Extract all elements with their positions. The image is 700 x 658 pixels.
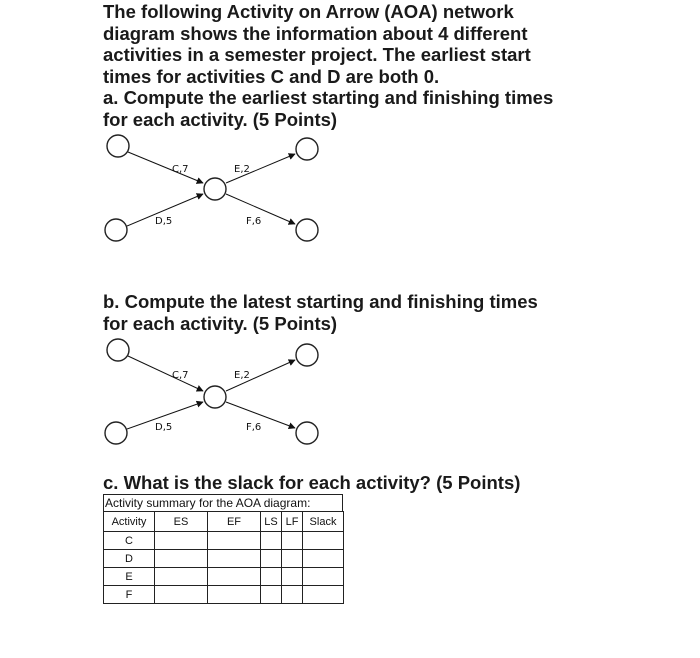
header-activity: Activity (104, 512, 155, 532)
question-a (103, 87, 623, 130)
node-start-c (107, 339, 129, 361)
es-cell[interactable] (155, 586, 208, 604)
ef-cell[interactable] (208, 550, 261, 568)
node-end-e (296, 138, 318, 160)
label-e: E,2 (234, 370, 250, 381)
question-b (103, 291, 623, 334)
activity-cell: D (104, 550, 155, 568)
slack-cell[interactable] (303, 532, 344, 550)
question-b-line: b. Compute the latest starting and finishing times (103, 291, 538, 312)
node-start-d (105, 422, 127, 444)
node-middle (204, 386, 226, 408)
ls-cell[interactable] (261, 586, 282, 604)
aoa-network-diagram-b (0, 333, 700, 453)
lf-cell[interactable] (282, 586, 303, 604)
ef-cell[interactable] (208, 532, 261, 550)
table-row (104, 532, 344, 550)
table-row (104, 586, 344, 604)
node-end-f (296, 219, 318, 241)
activity-cell: F (104, 586, 155, 604)
header-lf: LF (282, 512, 303, 532)
es-cell[interactable] (155, 532, 208, 550)
aoa-network-diagram-a (0, 128, 700, 248)
label-c: C,7 (172, 370, 189, 381)
header-es: ES (155, 512, 208, 532)
ef-cell[interactable] (208, 586, 261, 604)
activity-summary-table (103, 511, 344, 604)
slack-cell[interactable] (303, 568, 344, 586)
lf-cell[interactable] (282, 532, 303, 550)
intro-paragraph (103, 1, 623, 87)
question-a-line: a. Compute the earliest starting and finishing times (103, 87, 554, 108)
ef-cell[interactable] (208, 568, 261, 586)
intro-line: activities in a semester project. The earliest start (103, 44, 531, 65)
label-f: F,6 (246, 422, 262, 433)
header-ls: LS (261, 512, 282, 532)
question-b-line: for each activity. (5 Points) (103, 312, 338, 334)
intro-line: The following Activity on Arrow (AOA) network (103, 1, 514, 22)
label-d: D,5 (155, 216, 173, 227)
label-e: E,2 (234, 164, 250, 175)
arrow-c (128, 356, 203, 391)
slack-cell[interactable] (303, 550, 344, 568)
activity-summary-table-wrapper (103, 494, 344, 604)
table-row (104, 568, 344, 586)
intro-line: diagram shows the information about 4 different (103, 22, 528, 44)
activity-cell: E (104, 568, 155, 586)
ls-cell[interactable] (261, 550, 282, 568)
lf-cell[interactable] (282, 568, 303, 586)
node-start-d (105, 219, 127, 241)
node-end-e (296, 344, 318, 366)
arrow-c (128, 152, 203, 183)
node-end-f (296, 422, 318, 444)
intro-line: times for activities C and D are both 0. (103, 65, 440, 87)
es-cell[interactable] (155, 550, 208, 568)
table-caption: Activity summary for the AOA diagram: (103, 494, 343, 511)
ls-cell[interactable] (261, 568, 282, 586)
activity-cell: C (104, 532, 155, 550)
question-a-line: for each activity. (5 Points) (103, 108, 338, 130)
table-row (104, 550, 344, 568)
label-f: F,6 (246, 216, 262, 227)
table-header-row (104, 512, 344, 532)
header-ef: EF (208, 512, 261, 532)
question-c-line: c. What is the slack for each activity? (5 Points) (103, 472, 521, 493)
ls-cell[interactable] (261, 532, 282, 550)
slack-cell[interactable] (303, 586, 344, 604)
label-d: D,5 (155, 422, 173, 433)
question-c (103, 472, 663, 494)
es-cell[interactable] (155, 568, 208, 586)
lf-cell[interactable] (282, 550, 303, 568)
label-c: C,7 (172, 164, 189, 175)
node-middle (204, 178, 226, 200)
node-start-c (107, 135, 129, 157)
header-slack: Slack (303, 512, 344, 532)
